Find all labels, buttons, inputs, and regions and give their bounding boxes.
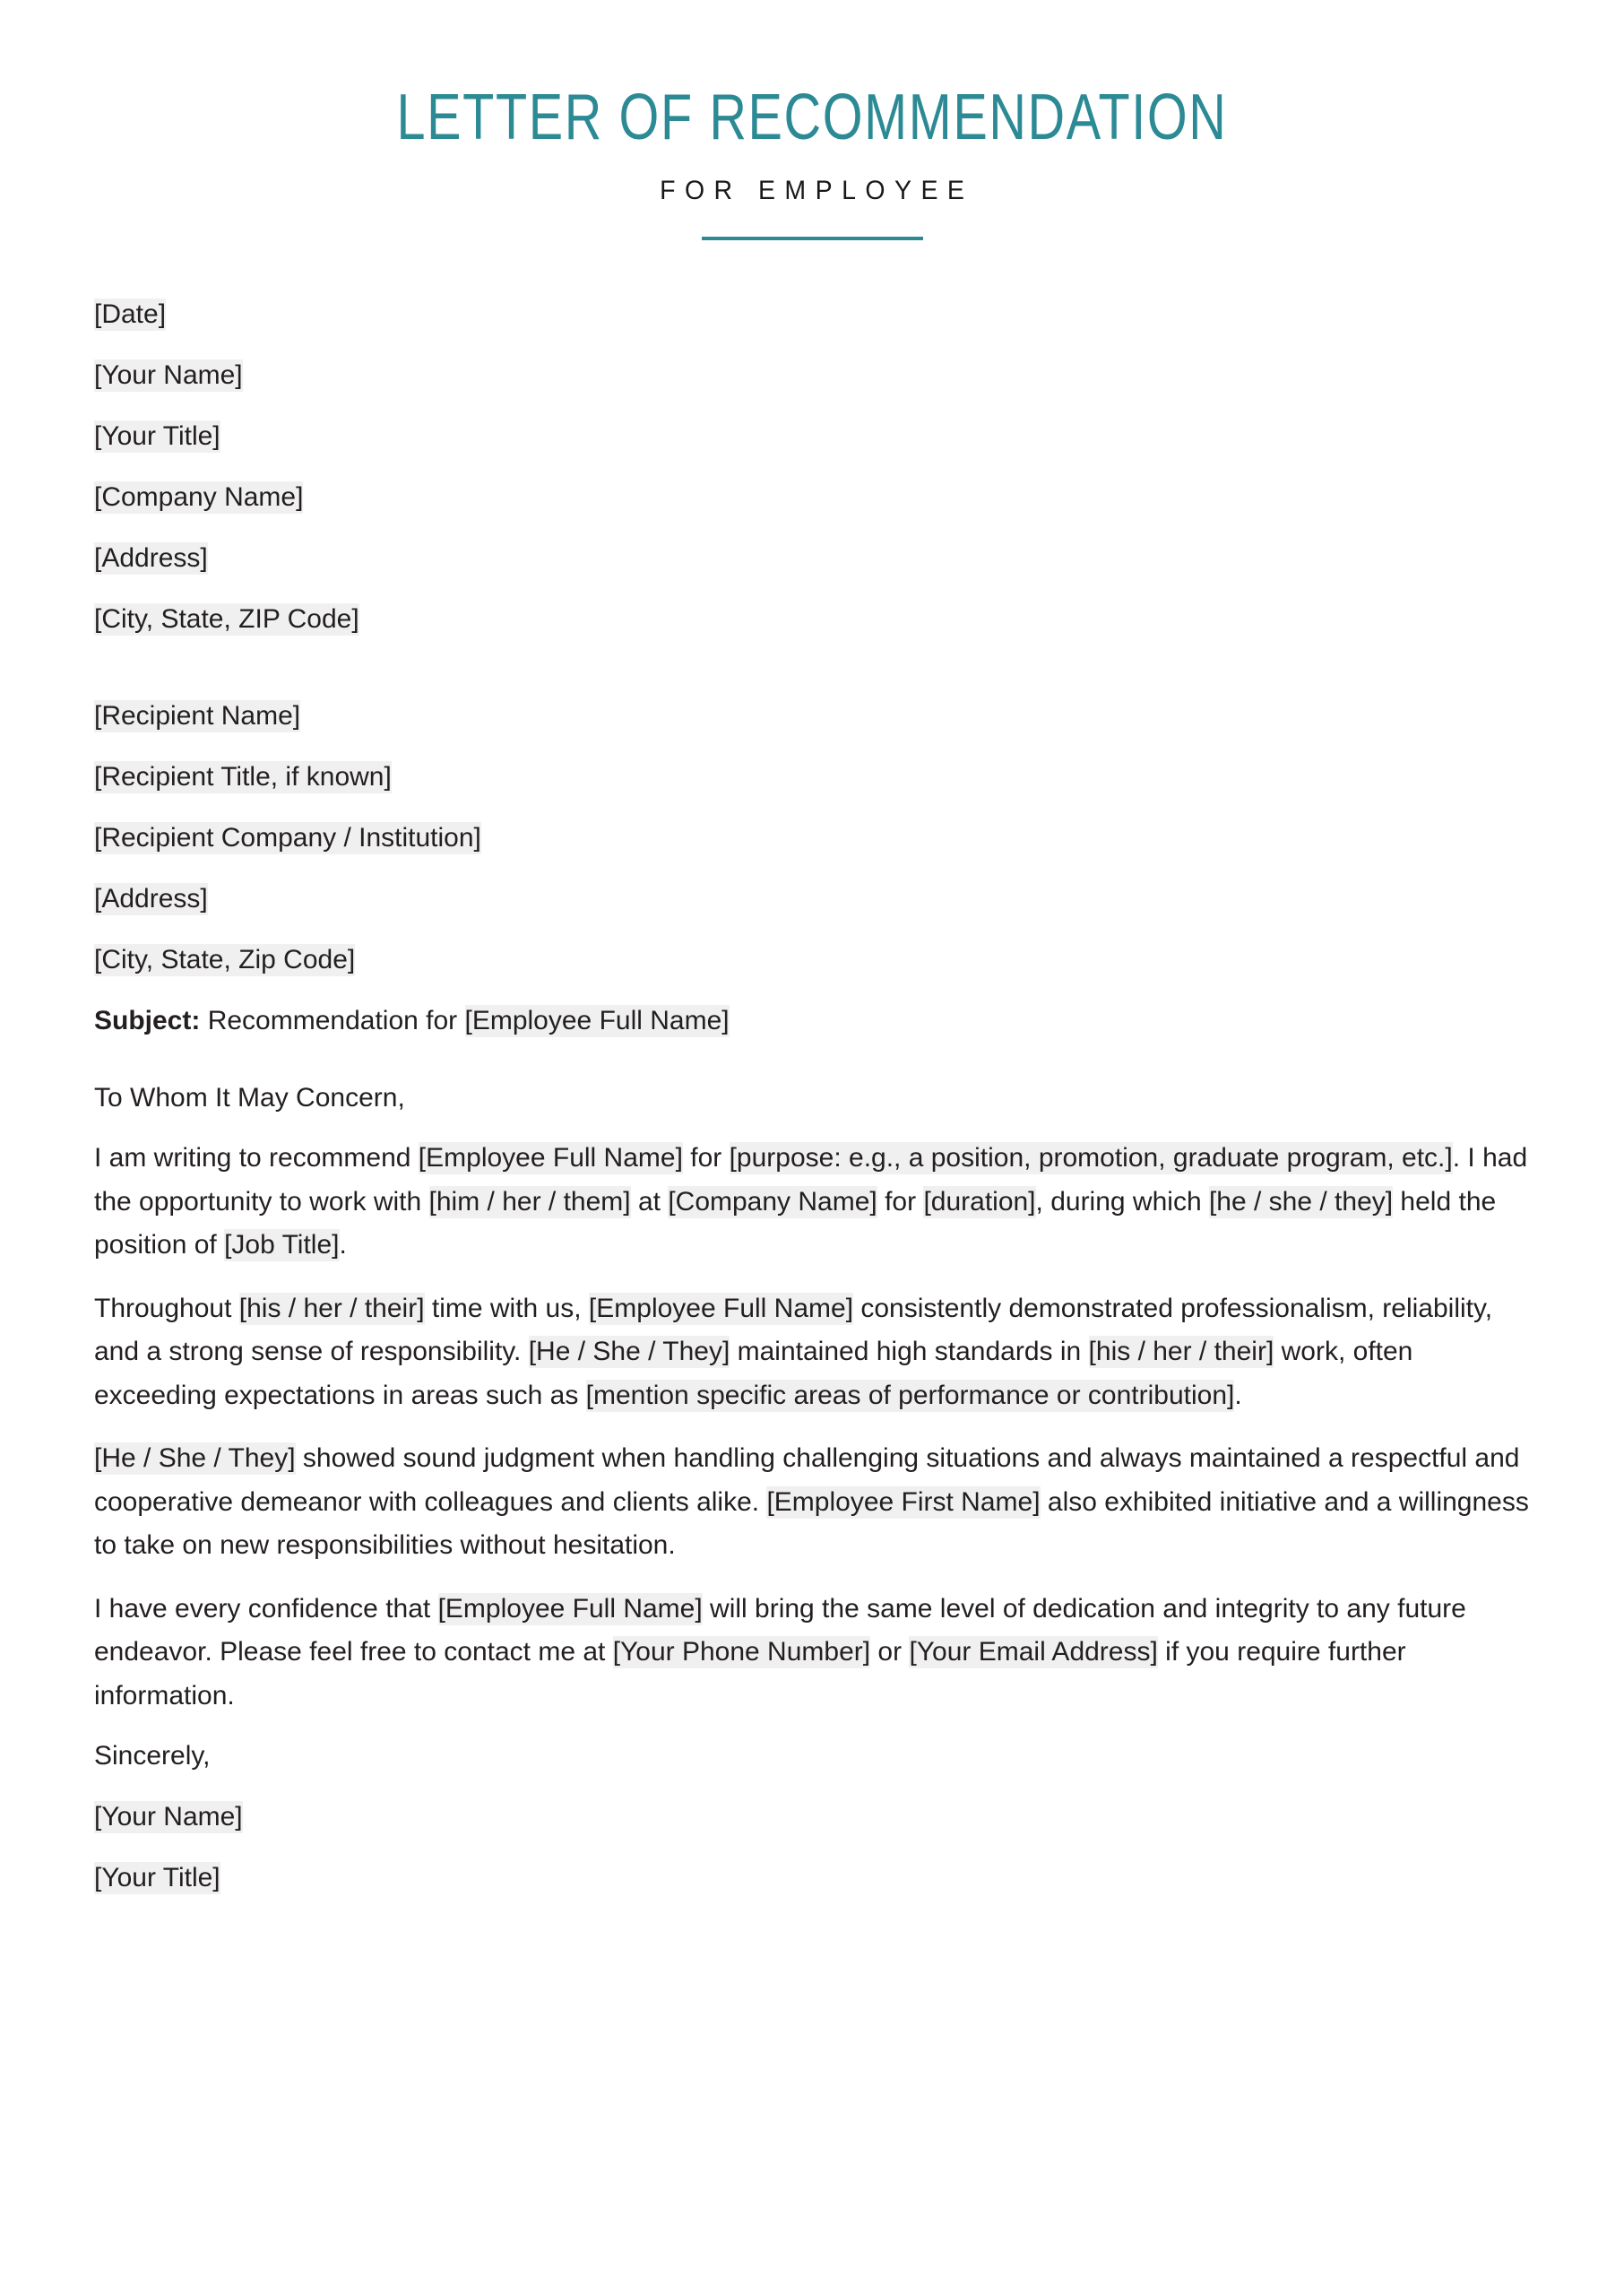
document-header: [0, 0, 1624, 240]
p3-text-1: showed sound judgment when handling challenging situations and always maintained a respectful and cooperative demeanor with colleagues and clients alike.: [94, 1443, 1520, 1517]
placeholder-your-phone-number: [Your Phone Number]: [612, 1637, 871, 1667]
p2-text-2: time with us,: [424, 1293, 589, 1323]
p4-text-1: I have every confidence that: [94, 1593, 438, 1624]
p2-text-1: Throughout: [94, 1293, 239, 1323]
p4-text-3: or: [870, 1637, 910, 1667]
subject-text: Recommendation for: [200, 1006, 465, 1035]
sender-line-citystatezip: [94, 601, 1530, 638]
p2-text-5: work, often exceeding expectations in areas such as: [94, 1337, 1413, 1410]
sender-line-name: [94, 357, 1530, 394]
placeholder-purpose: [purpose: e.g., a position, promotion, graduate program, etc.]: [729, 1143, 1453, 1173]
placeholder-date: [Date]: [94, 299, 167, 329]
placeholder-employee-full-name: [Employee Full Name]: [418, 1143, 683, 1173]
signature-name: [94, 1798, 1530, 1836]
subject-line: [94, 1002, 1530, 1040]
p4-text-2: will bring the same level of dedication and integrity to any future endeavor. Please feel free to contact me at: [94, 1593, 1466, 1667]
placeholder-pronoun-object: [him / her / them]: [428, 1186, 631, 1217]
placeholder-employee-full-name: [Employee Full Name]: [588, 1293, 854, 1323]
p2-text-4: maintained high standards in: [730, 1337, 1089, 1366]
recipient-line-citystatezip: [94, 941, 1530, 979]
recipient-line-title: [94, 758, 1530, 796]
placeholder-recipient-address: [Address]: [94, 884, 208, 914]
p3-text-2: also exhibited initiative and a willingness to take on new responsibilities without hesitation.: [94, 1486, 1529, 1560]
placeholder-address: [Address]: [94, 543, 208, 573]
p1-text-1: I am writing to recommend: [94, 1143, 419, 1173]
sender-line-company: [94, 479, 1530, 516]
paragraph-2: [94, 1268, 1530, 1418]
paragraph-4: [94, 1568, 1530, 1719]
placeholder-recipient-city-state-zip: [City, State, Zip Code]: [94, 945, 356, 974]
sender-address-block: [94, 296, 1530, 638]
p1-text-8: .: [339, 1230, 347, 1260]
sender-line-title: [94, 418, 1530, 455]
placeholder-performance-areas: [mention specific areas of performance or contribution]: [585, 1380, 1235, 1410]
p1-text-4: at: [630, 1186, 669, 1217]
placeholder-company-name: [Company Name]: [668, 1186, 877, 1217]
page-title: LETTER OF RECOMMENDATION: [396, 82, 1228, 153]
sender-line-date: [94, 296, 1530, 333]
p1-text-5: for: [877, 1186, 924, 1217]
placeholder-job-title: [Job Title]: [224, 1230, 340, 1260]
letter-body: [0, 296, 1624, 1897]
p2-text-6: .: [1234, 1380, 1242, 1410]
title-divider-wrap: [0, 237, 1624, 240]
p1-text-2: for: [682, 1143, 730, 1173]
placeholder-pronoun-subject: [he / she / they]: [1208, 1186, 1394, 1217]
paragraph-1: [94, 1117, 1530, 1268]
sender-line-address: [94, 540, 1530, 577]
placeholder-company-name: [Company Name]: [94, 482, 304, 512]
recipient-line-company: [94, 819, 1530, 857]
signature-title: [94, 1859, 1530, 1897]
placeholder-your-email-address: [Your Email Address]: [909, 1637, 1158, 1667]
salutation: To Whom It May Concern,: [94, 1083, 405, 1113]
title-divider: [702, 237, 923, 240]
placeholder-employee-first-name: [Employee First Name]: [766, 1486, 1041, 1517]
placeholder-employee-full-name: [Employee Full Name]: [437, 1593, 703, 1624]
p1-text-7: held the position of: [94, 1186, 1497, 1260]
placeholder-recipient-name: [Recipient Name]: [94, 701, 301, 731]
placeholder-duration: [duration]: [923, 1186, 1036, 1217]
recipient-line-address: [94, 880, 1530, 918]
p1-text-6: , during which: [1035, 1186, 1209, 1217]
p4-text-4: if you require further information.: [94, 1637, 1406, 1710]
placeholder-recipient-title: [Recipient Title, if known]: [94, 762, 392, 792]
page-subtitle: FOR EMPLOYEE: [660, 176, 974, 205]
placeholder-employee-full-name: [Employee Full Name]: [464, 1006, 730, 1035]
p1-text-3: . I had the opportunity to work with: [94, 1143, 1528, 1217]
placeholder-city-state-zip: [City, State, ZIP Code]: [94, 604, 359, 634]
placeholder-your-title: [Your Title]: [94, 1863, 220, 1892]
paragraph-3: [94, 1417, 1530, 1568]
address-block-spacer: [94, 662, 1530, 697]
closing-block: [94, 1718, 1530, 1897]
placeholder-pronoun-possessive: [his / her / their]: [238, 1293, 425, 1323]
valediction: Sincerely,: [94, 1741, 211, 1771]
placeholder-pronoun-subject: [He / She / They]: [528, 1337, 730, 1366]
placeholder-recipient-company: [Recipient Company / Institution]: [94, 823, 481, 853]
recipient-line-name: [94, 697, 1530, 735]
p2-text-3: consistently demonstrated professionalism, reliability, and a strong sense of responsibility.: [94, 1293, 1493, 1366]
placeholder-pronoun-subject: [He / She / They]: [94, 1443, 296, 1473]
placeholder-pronoun-possessive: [his / her / their]: [1088, 1337, 1274, 1366]
recipient-address-block: [94, 697, 1530, 979]
placeholder-your-name: [Your Name]: [94, 360, 243, 390]
subject-label: Subject:: [94, 1006, 201, 1035]
placeholder-your-name: [Your Name]: [94, 1802, 243, 1832]
placeholder-your-title: [Your Title]: [94, 421, 220, 451]
